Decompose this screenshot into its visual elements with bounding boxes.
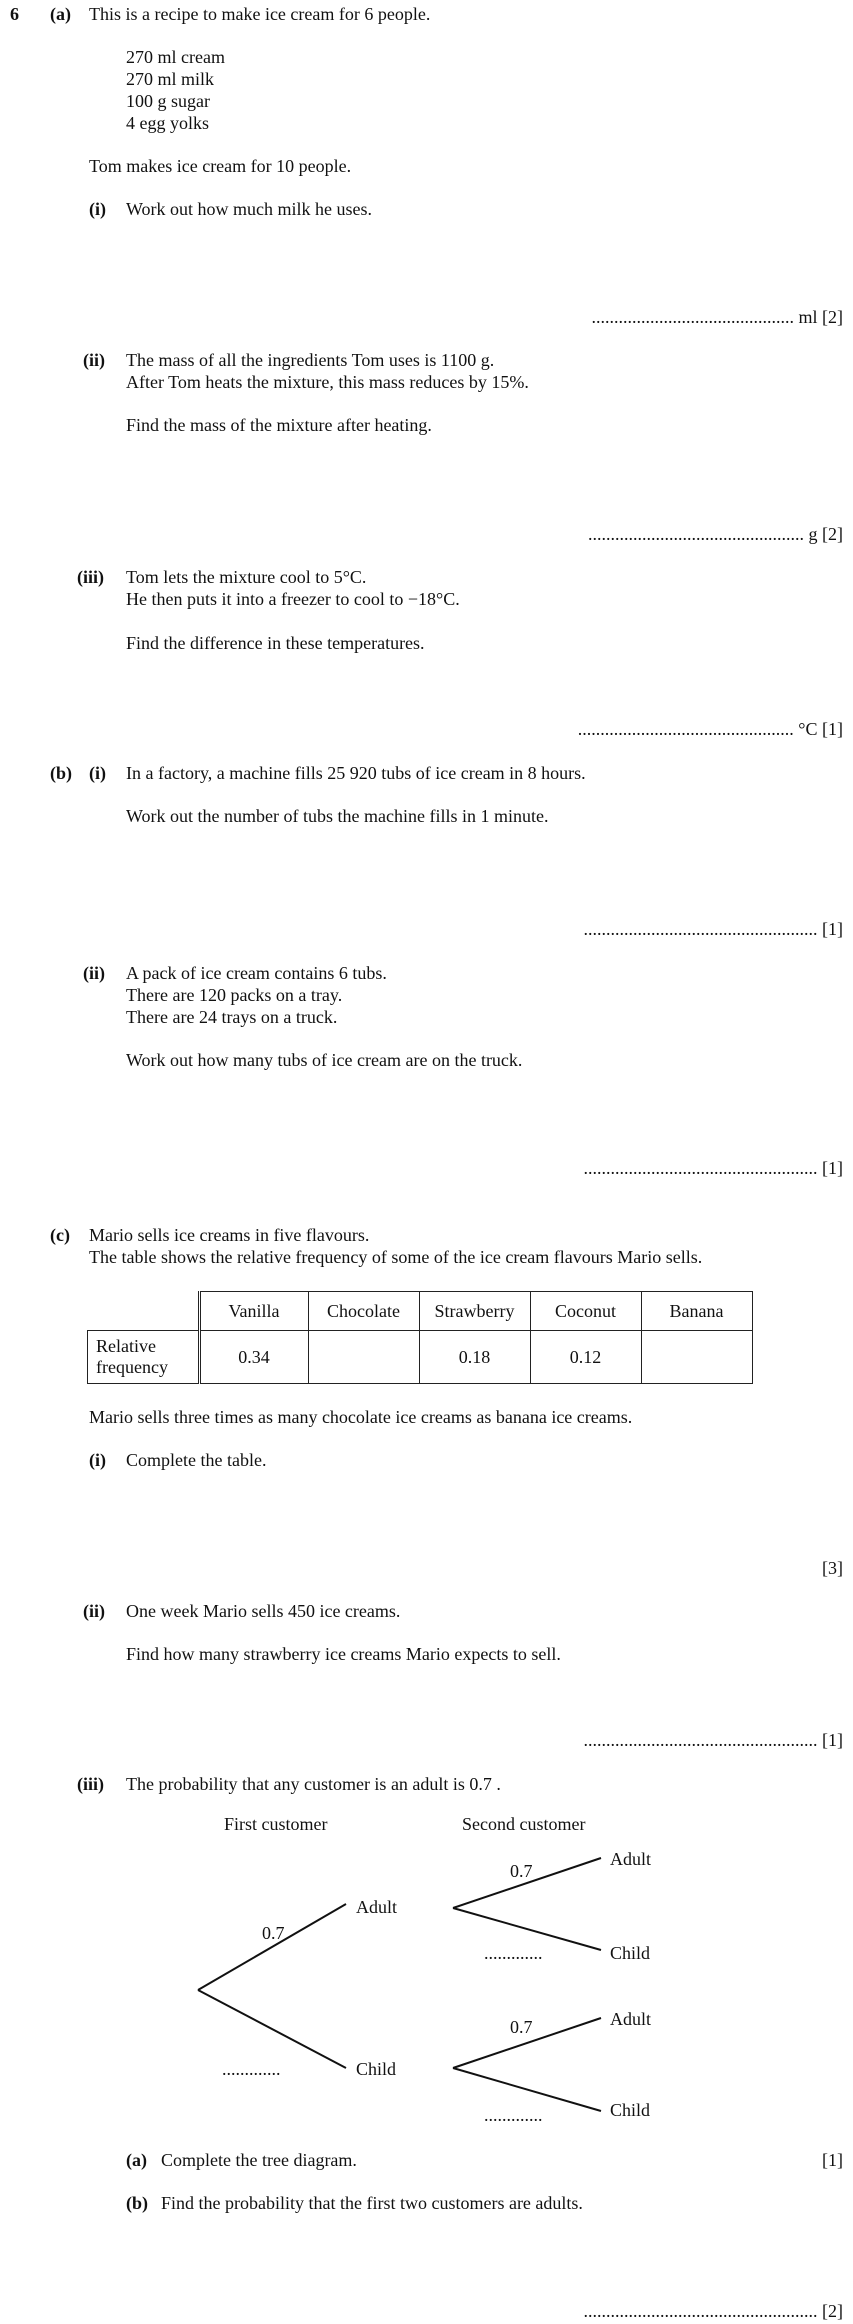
part-a-iii-answer-line[interactable]: ................................................ °C [1]	[577, 719, 843, 739]
part-a-ii-label: (ii)	[83, 350, 105, 370]
node-child-adult: Adult	[610, 2009, 652, 2029]
node-first-adult: Adult	[356, 1897, 398, 1917]
row-header-line2: frequency	[96, 1357, 168, 1377]
part-c-iii-a-label: (a)	[126, 2150, 147, 2170]
ingredient-sugar: 100 g sugar	[126, 91, 210, 111]
part-c-line3: Mario sells three times as many chocolate ice creams as banana ice creams.	[89, 1407, 633, 1427]
flavour-strawberry: Strawberry	[419, 1292, 530, 1331]
flavour-vanilla: Vanilla	[199, 1292, 308, 1331]
part-a-ii-line2: After Tom heats the mixture, this mass reduces by 15%.	[126, 372, 529, 392]
part-b-ii-line2: There are 120 packs on a tray.	[126, 985, 343, 1005]
tree-first-customer-header: First customer	[224, 1814, 328, 1834]
part-b-label: (b)	[50, 763, 72, 783]
node-adult-adult: Adult	[610, 1849, 652, 1869]
part-b-i-label: (i)	[89, 763, 106, 783]
part-c-i-marks: [3]	[822, 1558, 843, 1578]
part-b-i-line1: In a factory, a machine fills 25 920 tubs of ice cream in 8 hours.	[126, 763, 586, 783]
ingredient-cream: 270 ml cream	[126, 47, 225, 67]
part-c-i-label: (i)	[89, 1450, 106, 1470]
part-b-ii-answer-line[interactable]: .................................................... [1]	[583, 1158, 843, 1178]
part-c-label: (c)	[50, 1225, 70, 1245]
part-b-ii-label: (ii)	[83, 963, 105, 983]
part-a-ii-line1: The mass of all the ingredients Tom uses is 1100 g.	[126, 350, 495, 370]
p-child-adult: 0.7	[510, 2017, 533, 2037]
ingredient-egg-yolks: 4 egg yolks	[126, 113, 209, 133]
part-c-iii-a-marks: [1]	[822, 2150, 843, 2170]
part-c-line1: Mario sells ice creams in five flavours.	[89, 1225, 370, 1245]
part-a-iii-label: (iii)	[77, 567, 104, 587]
node-adult-child: Child	[610, 1943, 651, 1963]
part-c-line2: The table shows the relative frequency of some of the ice cream flavours Mario sells.	[89, 1247, 703, 1267]
part-b-ii-line1: A pack of ice cream contains 6 tubs.	[126, 963, 387, 983]
ingredient-milk: 270 ml milk	[126, 69, 215, 89]
part-a-ii-answer-line[interactable]: ................................................ g [2]	[588, 524, 843, 544]
p-first-adult: 0.7	[262, 1923, 285, 1943]
part-a-label: (a)	[50, 4, 71, 24]
part-a-iii-line2: He then puts it into a freezer to cool to −18°C.	[126, 589, 460, 609]
part-c-ii-label: (ii)	[83, 1601, 105, 1621]
branch-first-adult	[198, 1904, 346, 1990]
p-first-child-blank[interactable]: .............	[222, 2059, 281, 2079]
part-a-i-answer-line[interactable]: ............................................. ml [2]	[591, 307, 843, 327]
part-c-ii-answer-line[interactable]: .................................................... [1]	[583, 1730, 843, 1750]
part-c-iii-b-text: Find the probability that the first two customers are adults.	[161, 2193, 583, 2213]
part-a-ii-line3: Find the mass of the mixture after heating.	[126, 415, 432, 435]
value-strawberry: 0.18	[419, 1331, 530, 1384]
node-child-child: Child	[610, 2100, 651, 2120]
part-c-iii-a-text: Complete the tree diagram.	[161, 2150, 357, 2170]
part-a-tom: Tom makes ice cream for 10 people.	[89, 156, 352, 176]
p-child-child-blank[interactable]: .............	[484, 2105, 543, 2125]
tree-second-customer-header: Second customer	[462, 1814, 586, 1834]
p-adult-adult: 0.7	[510, 1861, 533, 1881]
branch-first-child	[198, 1990, 346, 2068]
part-a-i-label: (i)	[89, 199, 106, 219]
part-a-iii-line3: Find the difference in these temperatures.	[126, 633, 425, 653]
flavour-chocolate: Chocolate	[308, 1292, 419, 1331]
value-coconut: 0.12	[530, 1331, 641, 1384]
part-c-i-text: Complete the table.	[126, 1450, 267, 1470]
part-c-ii-line1: One week Mario sells 450 ice creams.	[126, 1601, 401, 1621]
part-b-ii-line4: Work out how many tubs of ice cream are on the truck.	[126, 1050, 523, 1070]
part-c-iii-b-label: (b)	[126, 2193, 148, 2213]
question-number: 6	[10, 4, 19, 24]
part-b-ii-line3: There are 24 trays on a truck.	[126, 1007, 338, 1027]
part-a-i-text: Work out how much milk he uses.	[126, 199, 373, 219]
value-vanilla: 0.34	[199, 1331, 308, 1384]
part-c-ii-line2: Find how many strawberry ice creams Mario expects to sell.	[126, 1644, 561, 1664]
part-c-iii-label: (iii)	[77, 1774, 104, 1794]
part-b-i-line2: Work out the number of tubs the machine fills in 1 minute.	[126, 806, 549, 826]
part-c-iii-text: The probability that any customer is an adult is 0.7 .	[126, 1774, 501, 1794]
row-header-line1: Relative	[96, 1336, 156, 1356]
flavour-banana: Banana	[641, 1292, 752, 1331]
node-first-child: Child	[356, 2059, 397, 2079]
part-a-iii-line1: Tom lets the mixture cool to 5°C.	[126, 567, 367, 587]
part-a-intro: This is a recipe to make ice cream for 6 people.	[89, 4, 431, 24]
flavour-coconut: Coconut	[530, 1292, 641, 1331]
part-c-iii-b-answer-line[interactable]: .................................................... [2]	[583, 2301, 843, 2321]
part-b-i-answer-line[interactable]: .................................................... [1]	[583, 919, 843, 939]
p-adult-child-blank[interactable]: .............	[484, 1943, 543, 1963]
